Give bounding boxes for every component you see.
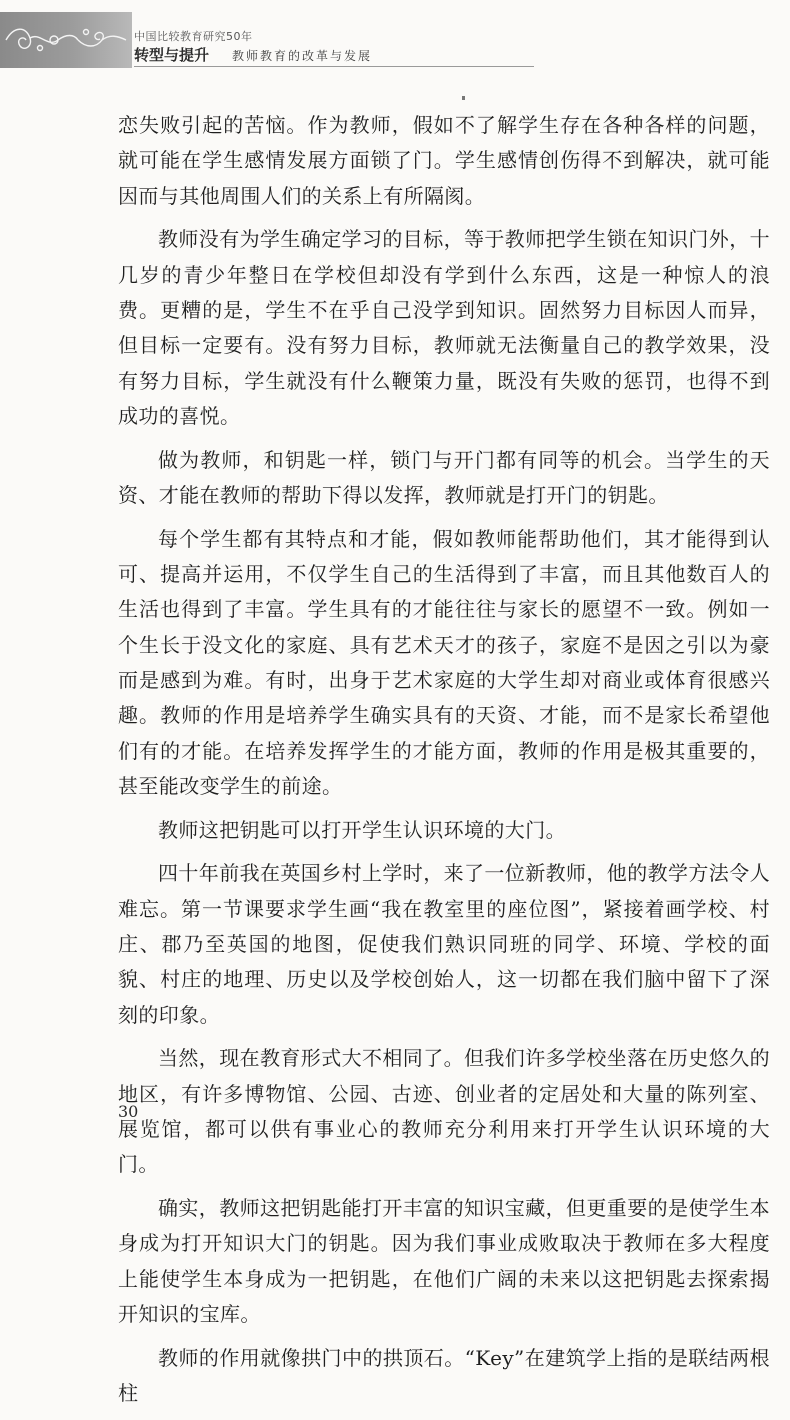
- running-header: [0, 0, 790, 80]
- paragraph: 每个学生都有其特点和才能，假如教师能帮助他们，其才能得到认可、提高并运用，不仅学生自己的生活得到了丰富，而且其他数百人的生活也得到了丰富。学生具有的才能往往与家长的愿望不一致。例如一个生长于没文化的家庭、具有艺术天才的孩子，家庭不是因之引以为豪而是感到为难。有时，出身于艺术家庭的大学生却对商业或体育很感兴趣。教师的作用是培养学生确实具有的天资、才能，而不是家长希望他们有的才能。在培养发挥学生的才能方面，教师的作用是极其重要的，甚至能改变学生的前途。: [118, 526, 770, 798]
- paragraph: 教师的作用就像拱门中的拱顶石。“Key”在建筑学上指的是联结两根柱: [118, 1345, 770, 1406]
- header-rule: [134, 66, 534, 67]
- paragraph: 教师这把钥匙可以打开学生认识环境的大门。: [158, 817, 566, 842]
- print-speck: [462, 96, 465, 100]
- paragraph: 当然，现在教育形式大不相同了。但我们许多学校坐落在历史悠久的地区，有许多博物馆、公园、古迹、创业者的定居处和大量的陈列室、展览馆，都可以供有事业心的教师充分利用来打开学生认识环境的大门。: [118, 1046, 770, 1177]
- paragraph: 四十年前我在英国乡村上学时，来了一位新教师，他的教学方法令人难忘。第一节课要求学生画“我在教室里的座位图”，紧接着画学校、村庄、郡乃至英国的地图，促使我们熟识同班的同学、环境、学校的面貌、村庄的地理、历史以及学校创始人，这一切都在我们脑中留下了深刻的印象。: [118, 861, 770, 1027]
- series-title: 中国比较教育研究50年: [134, 30, 253, 43]
- paragraph: 恋失败引起的苦恼。作为教师，假如不了解学生存在各种各样的问题，就可能在学生感情发展方面锁了门。学生感情创伤得不到解决，就可能因而与其他周围人们的关系上有所隔阂。: [118, 113, 770, 208]
- book-subtitle: 教师教育的改革与发展: [232, 49, 373, 63]
- body-text: [118, 108, 770, 1420]
- page-number: 30: [118, 1102, 139, 1121]
- paragraph: 确实，教师这把钥匙能打开丰富的知识宝藏，但更重要的是使学生本身成为打开知识大门的钥匙。因为我们事业成败取决于教师在多大程度上能使学生本身成为一把钥匙，在他们广阔的未来以这把钥匙去探索揭开知识的宝库。: [118, 1196, 770, 1326]
- header-ornament-icon: [0, 12, 132, 68]
- paragraph: 教师没有为学生确定学习的目标，等于教师把学生锁在知识门外，十几岁的青少年整日在学校但却没有学到什么东西，这是一种惊人的浪费。更糟的是，学生不在乎自己没学到知识。固然努力目标因人而异，但目标一定要有。没有努力目标，教师就无法衡量自己的教学效果，没有努力目标，学生就没有什么鞭策力量，既没有失败的惩罚，也得不到成功的喜悦。: [118, 227, 770, 428]
- book-title: 转型与提升: [134, 46, 210, 64]
- paragraph: 做为教师，和钥匙一样，锁门与开门都有同等的机会。当学生的天资、才能在教师的帮助下得以发挥，教师就是打开门的钥匙。: [118, 447, 770, 507]
